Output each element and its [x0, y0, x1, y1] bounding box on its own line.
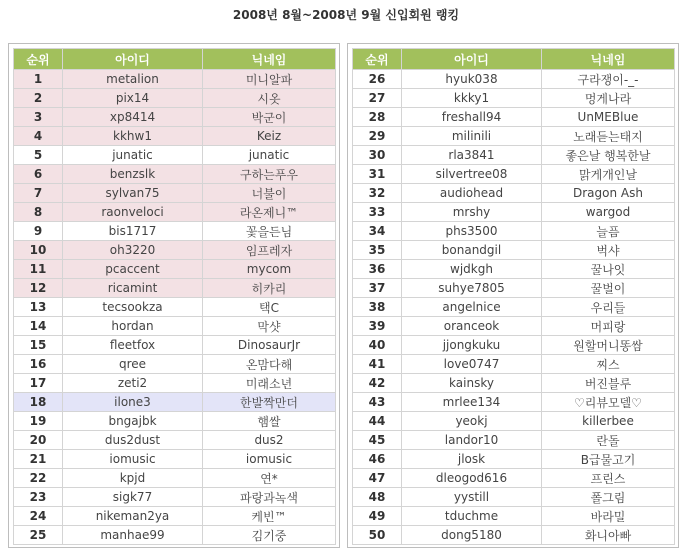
rank-cell: 36 [353, 260, 402, 279]
table-row [353, 393, 675, 412]
member-id-cell: kpjd [63, 469, 203, 488]
column-header-nickname: 닉네임 [542, 49, 675, 70]
table-header-row [14, 49, 336, 70]
rank-cell: 35 [353, 241, 402, 260]
page-title: 2008년 8월~2008년 9월 신입회원 랭킹 [232, 8, 460, 22]
rank-cell: 25 [14, 526, 63, 545]
member-id-cell: ricamint [63, 279, 203, 298]
table-row [14, 298, 336, 317]
table-row [353, 70, 675, 89]
table-row [353, 374, 675, 393]
column-header-rank: 순위 [14, 49, 63, 70]
nickname-cell: 케빈™ [203, 507, 336, 526]
member-id-cell: angelnice [402, 298, 542, 317]
nickname-cell: B급물고기 [542, 450, 675, 469]
member-id-cell: bonandgil [402, 241, 542, 260]
nickname-cell: 히카리 [203, 279, 336, 298]
nickname-cell: 너불이 [203, 184, 336, 203]
rank-cell: 16 [14, 355, 63, 374]
rank-cell: 50 [353, 526, 402, 545]
member-id-cell: qree [63, 355, 203, 374]
member-id-cell: mrlee134 [402, 393, 542, 412]
nickname-cell: dus2 [203, 431, 336, 450]
member-id-cell: yystill [402, 488, 542, 507]
rank-cell: 31 [353, 165, 402, 184]
rank-cell: 10 [14, 241, 63, 260]
member-id-cell: junatic [63, 146, 203, 165]
nickname-cell: 미래소년 [203, 374, 336, 393]
nickname-cell: 꿀벌이 [542, 279, 675, 298]
nickname-cell: Keiz [203, 127, 336, 146]
rank-cell: 2 [14, 89, 63, 108]
member-id-cell: benzslk [63, 165, 203, 184]
table-row [14, 526, 336, 545]
table-row [14, 393, 336, 412]
nickname-cell: 구하는푸우 [203, 165, 336, 184]
member-id-cell: milinili [402, 127, 542, 146]
table-row [14, 507, 336, 526]
member-id-cell: hyuk038 [402, 70, 542, 89]
member-id-cell: hordan [63, 317, 203, 336]
rank-cell: 44 [353, 412, 402, 431]
member-id-cell: jlosk [402, 450, 542, 469]
table-row [14, 317, 336, 336]
nickname-cell: 노래듣는태지 [542, 127, 675, 146]
table-row [353, 469, 675, 488]
nickname-cell: 벅샤 [542, 241, 675, 260]
rank-cell: 17 [14, 374, 63, 393]
table-row [353, 488, 675, 507]
ranking-panel-right [347, 43, 679, 548]
member-id-cell: metalion [63, 70, 203, 89]
table-row [14, 336, 336, 355]
member-id-cell: audiohead [402, 184, 542, 203]
nickname-cell: 미니알파 [203, 70, 336, 89]
nickname-cell: 구라쟁이-_- [542, 70, 675, 89]
rank-cell: 7 [14, 184, 63, 203]
rank-cell: 37 [353, 279, 402, 298]
nickname-cell: 파랑과녹색 [203, 488, 336, 507]
rank-cell: 49 [353, 507, 402, 526]
rank-cell: 18 [14, 393, 63, 412]
nickname-cell: killerbee [542, 412, 675, 431]
rank-cell: 27 [353, 89, 402, 108]
table-header-row [353, 49, 675, 70]
table-row [353, 146, 675, 165]
nickname-cell: UnMEBlue [542, 108, 675, 127]
rank-cell: 4 [14, 127, 63, 146]
rank-cell: 30 [353, 146, 402, 165]
rank-cell: 26 [353, 70, 402, 89]
member-id-cell: silvertree08 [402, 165, 542, 184]
rank-cell: 11 [14, 260, 63, 279]
rank-cell: 40 [353, 336, 402, 355]
member-id-cell: jjongkuku [402, 336, 542, 355]
rank-cell: 19 [14, 412, 63, 431]
table-row [353, 431, 675, 450]
rank-cell: 21 [14, 450, 63, 469]
nickname-cell: 찌스 [542, 355, 675, 374]
table-row [353, 317, 675, 336]
nickname-cell: 꿀나잇 [542, 260, 675, 279]
member-id-cell: manhae99 [63, 526, 203, 545]
member-id-cell: kkky1 [402, 89, 542, 108]
column-header-id: 아이디 [63, 49, 203, 70]
rank-cell: 48 [353, 488, 402, 507]
table-row [14, 469, 336, 488]
rank-cell: 29 [353, 127, 402, 146]
member-id-cell: nikeman2ya [63, 507, 203, 526]
member-id-cell: yeokj [402, 412, 542, 431]
table-row [353, 298, 675, 317]
table-row [353, 279, 675, 298]
member-id-cell: raonveloci [63, 203, 203, 222]
table-row [14, 89, 336, 108]
table-row [353, 203, 675, 222]
rank-cell: 42 [353, 374, 402, 393]
nickname-cell: 좋은날 행복한날 [542, 146, 675, 165]
nickname-cell: 막샷 [203, 317, 336, 336]
member-id-cell: tecsookza [63, 298, 203, 317]
nickname-cell: 늘픔 [542, 222, 675, 241]
member-id-cell: kkhw1 [63, 127, 203, 146]
nickname-cell: 폴그림 [542, 488, 675, 507]
ranking-table-right [352, 48, 675, 545]
nickname-cell: ♡리뷰모델♡ [542, 393, 675, 412]
member-id-cell: fleetfox [63, 336, 203, 355]
table-row [14, 355, 336, 374]
nickname-cell: DinosaurJr [203, 336, 336, 355]
member-id-cell: dong5180 [402, 526, 542, 545]
nickname-cell: 꽃을든님 [203, 222, 336, 241]
nickname-cell: 박군이 [203, 108, 336, 127]
member-id-cell: dus2dust [63, 431, 203, 450]
nickname-cell: 김기중 [203, 526, 336, 545]
table-row [353, 507, 675, 526]
column-header-id: 아이디 [402, 49, 542, 70]
table-row [353, 526, 675, 545]
nickname-cell: 임프레자 [203, 241, 336, 260]
table-row [14, 241, 336, 260]
nickname-cell: 햄쌀 [203, 412, 336, 431]
table-row [14, 108, 336, 127]
nickname-cell: 프린스 [542, 469, 675, 488]
nickname-cell: 한발짝만더 [203, 393, 336, 412]
rank-cell: 46 [353, 450, 402, 469]
rank-cell: 15 [14, 336, 63, 355]
table-row [14, 203, 336, 222]
member-id-cell: phs3500 [402, 222, 542, 241]
rank-cell: 34 [353, 222, 402, 241]
member-id-cell: landor10 [402, 431, 542, 450]
rank-cell: 47 [353, 469, 402, 488]
rank-cell: 3 [14, 108, 63, 127]
column-header-rank: 순위 [353, 49, 402, 70]
nickname-cell: mycom [203, 260, 336, 279]
rank-cell: 14 [14, 317, 63, 336]
table-row [14, 450, 336, 469]
nickname-cell: 온맘다해 [203, 355, 336, 374]
member-id-cell: freshall94 [402, 108, 542, 127]
table-row [14, 222, 336, 241]
table-row [14, 279, 336, 298]
nickname-cell: 연* [203, 469, 336, 488]
member-id-cell: bngajbk [63, 412, 203, 431]
table-row [353, 108, 675, 127]
rank-cell: 24 [14, 507, 63, 526]
member-id-cell: pcaccent [63, 260, 203, 279]
table-row [14, 165, 336, 184]
table-row [14, 374, 336, 393]
table-row [353, 450, 675, 469]
member-id-cell: rla3841 [402, 146, 542, 165]
member-id-cell: zeti2 [63, 374, 203, 393]
rank-cell: 23 [14, 488, 63, 507]
nickname-cell: iomusic [203, 450, 336, 469]
nickname-cell: junatic [203, 146, 336, 165]
nickname-cell: 원할머니똥쌈 [542, 336, 675, 355]
nickname-cell: 택C [203, 298, 336, 317]
rank-cell: 1 [14, 70, 63, 89]
rank-cell: 9 [14, 222, 63, 241]
member-id-cell: tduchme [402, 507, 542, 526]
rank-cell: 33 [353, 203, 402, 222]
table-row [353, 260, 675, 279]
table-row [353, 222, 675, 241]
table-row [353, 336, 675, 355]
table-row [14, 127, 336, 146]
nickname-cell: 라온제니™ [203, 203, 336, 222]
rank-cell: 5 [14, 146, 63, 165]
nickname-cell: 화니아빠 [542, 526, 675, 545]
rank-cell: 8 [14, 203, 63, 222]
member-id-cell: xp8414 [63, 108, 203, 127]
table-row [14, 488, 336, 507]
nickname-cell: 맑게개인날 [542, 165, 675, 184]
member-id-cell: sylvan75 [63, 184, 203, 203]
rank-cell: 38 [353, 298, 402, 317]
rank-cell: 6 [14, 165, 63, 184]
nickname-cell: 머피랑 [542, 317, 675, 336]
table-row [353, 165, 675, 184]
column-header-nickname: 닉네임 [203, 49, 336, 70]
member-id-cell: suhye7805 [402, 279, 542, 298]
nickname-cell: 우리들 [542, 298, 675, 317]
nickname-cell: wargod [542, 203, 675, 222]
nickname-cell: 버진블루 [542, 374, 675, 393]
member-id-cell: love0747 [402, 355, 542, 374]
nickname-cell: Dragon Ash [542, 184, 675, 203]
nickname-cell: 란돌 [542, 431, 675, 450]
table-row [14, 260, 336, 279]
member-id-cell: mrshy [402, 203, 542, 222]
rank-cell: 39 [353, 317, 402, 336]
table-row [353, 127, 675, 146]
ranking-table-left [13, 48, 336, 545]
nickname-cell: 바라밀 [542, 507, 675, 526]
member-id-cell: pix14 [63, 89, 203, 108]
rank-cell: 43 [353, 393, 402, 412]
table-row [353, 184, 675, 203]
rank-cell: 20 [14, 431, 63, 450]
table-row [353, 355, 675, 374]
table-row [14, 184, 336, 203]
ranking-panel-left [8, 43, 340, 548]
rank-cell: 28 [353, 108, 402, 127]
rank-cell: 32 [353, 184, 402, 203]
table-row [14, 412, 336, 431]
nickname-cell: 시옷 [203, 89, 336, 108]
table-row [14, 146, 336, 165]
table-row [14, 70, 336, 89]
member-id-cell: dleogod616 [402, 469, 542, 488]
table-row [353, 412, 675, 431]
member-id-cell: sigk77 [63, 488, 203, 507]
member-id-cell: oranceok [402, 317, 542, 336]
member-id-cell: kainsky [402, 374, 542, 393]
rank-cell: 41 [353, 355, 402, 374]
rank-cell: 13 [14, 298, 63, 317]
table-row [14, 431, 336, 450]
member-id-cell: bis1717 [63, 222, 203, 241]
member-id-cell: ilone3 [63, 393, 203, 412]
rank-cell: 45 [353, 431, 402, 450]
nickname-cell: 멍게나라 [542, 89, 675, 108]
rank-cell: 22 [14, 469, 63, 488]
table-row [353, 241, 675, 260]
member-id-cell: oh3220 [63, 241, 203, 260]
rank-cell: 12 [14, 279, 63, 298]
member-id-cell: iomusic [63, 450, 203, 469]
table-row [353, 89, 675, 108]
member-id-cell: wjdkgh [402, 260, 542, 279]
